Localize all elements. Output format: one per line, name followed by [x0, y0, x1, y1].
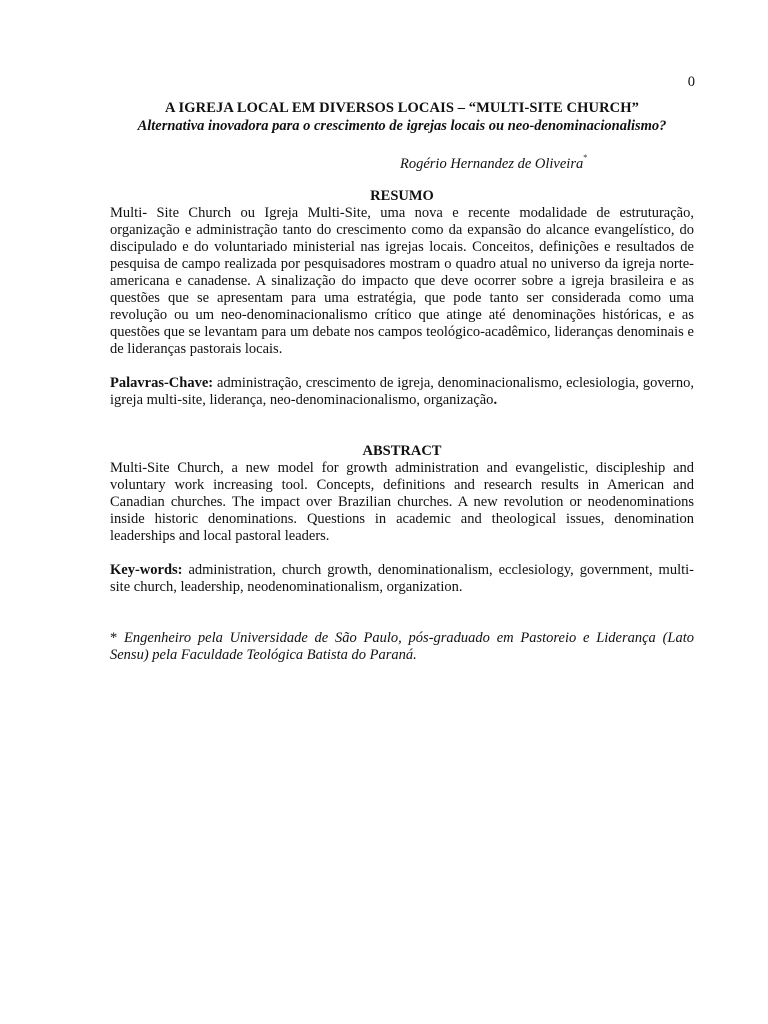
resumo-keywords — [110, 375, 694, 409]
resumo-keywords-label: Palavras-Chave: — [110, 374, 214, 391]
resumo-keywords-text: administração, crescimento de igreja, denominacionalismo, eclesiologia, governo, igreja multi-site, liderança, neo-denominacionalismo, organização — [110, 374, 694, 408]
paper-title: A IGREJA LOCAL EM DIVERSOS LOCAIS – “MULTI-SITE CHURCH” — [165, 100, 639, 116]
author-name: Rogério Hernandez de Oliveira — [400, 155, 584, 172]
abstract-heading: ABSTRACT — [362, 442, 442, 459]
abstract-body: Multi-Site Church, a new model for growth administration and evangelistic, discipleship and voluntary work increasing tool. Concepts, definitions and research results in American and Canadian churches. The impact over Brazilian churches. A new revolution or neodenominations inside historic denominations. Questions in academic and theological issues, denomination leaderships and local pastoral leaders. — [110, 459, 694, 544]
author-footnote — [110, 630, 694, 664]
page-content — [110, 99, 694, 664]
paper-subtitle: Alternativa inovadora para o crescimento de igrejas locais ou neo-denominacionalismo? — [137, 118, 667, 134]
abstract-keywords-label: Key-words: — [110, 561, 183, 578]
footnote-marker: * — [110, 629, 118, 646]
author-line — [110, 151, 694, 173]
abstract-keywords-text: administration, church growth, denominationalism, ecclesiology, government, multi-site church, leadership, neodenominationalism, organization. — [110, 561, 694, 595]
resumo-heading: RESUMO — [370, 187, 434, 204]
footnote-text: Engenheiro pela Universidade de São Paulo, pós-graduado em Pastoreio e Liderança (Lato Sensu) pela Faculdade Teológica Batista do Paraná. — [110, 629, 695, 663]
resumo-body: Multi- Site Church ou Igreja Multi-Site, uma nova e recente modalidade de estruturação, organização e administração tanto do crescimento como da expansão do alcance evangelístico, do discipulado e do voluntariado ministerial nas igrejas locais. Conceitos, definições e resultados de pesquisa de campo realizada por pesquisadores mostram o quadro atual no universo da igreja norte-americana e canadense. A sinalização do impacto que deve ocorrer sobre a igreja brasileira e as questões que se apresentam para uma estratégia, que pode tanto ser considerada como uma revolução ou um neo-denominacionalismo crítico que atinge até denominações históricas, e as questões que se levantam para um debate nos campos teológico-acadêmico, lideranças denominais e de lideranças pastorais locais. — [110, 204, 694, 357]
author-footnote-marker: * — [583, 153, 588, 162]
abstract-keywords — [110, 562, 694, 596]
page-number: 0 — [687, 74, 695, 90]
resumo-keywords-end: . — [493, 391, 498, 408]
